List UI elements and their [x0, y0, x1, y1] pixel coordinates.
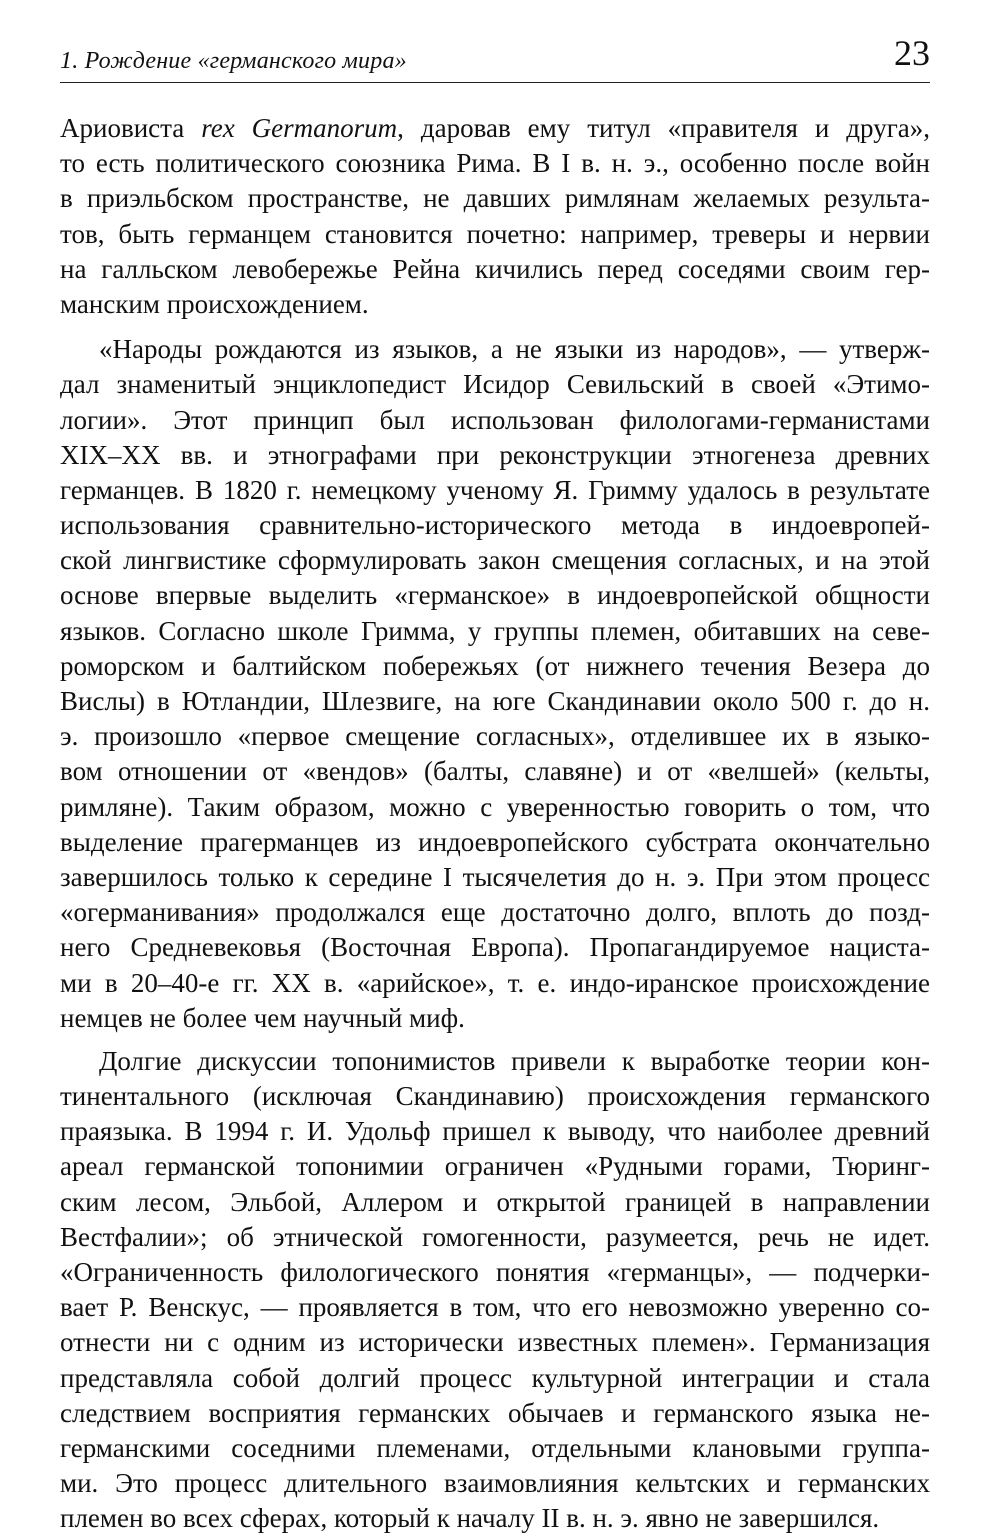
- text-line: выделение прагерманцев из индоевропейского субстрата окончательно: [60, 826, 930, 857]
- text-line: э. произошло «первое смещение согласных», отделившее их в языко-: [60, 721, 930, 752]
- text-line: манским происхождением.: [60, 288, 369, 319]
- text-line: XIX–XX вв. и этнографами при реконструкции этногенеза древних: [60, 439, 930, 470]
- paragraph: [60, 1044, 930, 1537]
- text-line: ской лингвистике сформулировать закон смещения согласных, и на этой: [60, 545, 930, 576]
- text-line: вает Р. Венскус, — проявляется в том, что его невозможно уверенно со-: [60, 1292, 930, 1323]
- text-line: Долгие дискуссии топонимистов привели к выработке теории кон-: [99, 1045, 930, 1076]
- text-line: дал знаменитый энциклопедист Исидор Севильский в своей «Этимо-: [60, 369, 930, 400]
- text-line: «Народы рождаются из языков, а не языки из народов», — утверж-: [99, 334, 930, 365]
- text-line: ми. Это процесс длительного взаимовлияния кельтских и германских: [60, 1468, 930, 1499]
- text-line: представляла собой долгий процесс культурной интеграции и стала: [60, 1362, 930, 1393]
- text-line: «огерманивания» продолжался еще достаточно долго, вплоть до позд-: [60, 897, 930, 928]
- text-line: на галльском левобережье Рейна кичились перед соседями своим гер-: [60, 253, 930, 284]
- text-line: Вислы) в Ютландии, Шлезвиге, на юге Скандинавии около 500 г. до н.: [60, 686, 930, 716]
- text-line: него Средневековья (Восточная Европа). Пропагандируемое нациста-: [60, 932, 930, 963]
- text-line: языков. Согласно школе Гримма, у группы племен, обитавших на севе-: [60, 615, 930, 646]
- text-line: следствием восприятия германских обычаев и германского языка не-: [60, 1397, 930, 1428]
- paragraph: [60, 111, 930, 322]
- text-line: вом отношении от «вендов» (балты, славяне) и от «велшей» (кельты,: [60, 756, 930, 787]
- page-header: [60, 30, 930, 83]
- text-line: германскими соседними племенами, отдельными клановыми группа-: [60, 1432, 930, 1463]
- text-line: «Ограниченность филологического понятия «германцы», — подчерки-: [60, 1257, 930, 1287]
- text-line: логии». Этот принцип был использован филологами-германистами: [60, 404, 930, 435]
- text-line: Вестфалии»; об этнической гомогенности, разумеется, речь не идет.: [60, 1221, 930, 1252]
- text-line: основе впервые выделить «германское» в индоевропейской общности: [60, 580, 930, 611]
- text-line: использования сравнительно-исторического метода в индоевропей-: [60, 510, 930, 541]
- text-line: завершилось только к середине I тысячелетия до н. э. При этом процесс: [60, 861, 930, 892]
- latin-phrase: rex Germanorum: [201, 113, 398, 143]
- text-line: тинентального (исключая Скандинавию) происхождения германского: [60, 1081, 930, 1112]
- text-line: отнести ни с одним из исторически известных племен». Германизация: [60, 1327, 930, 1358]
- text-line: тов, быть германцем становится почетно: например, треверы и нервии: [60, 218, 930, 249]
- text-line: в приэльбском пространстве, не давших римлянам желаемых результа-: [60, 183, 930, 214]
- running-head: 1. Рождение «германского мира»: [60, 48, 407, 74]
- text-line: Ариовиста rex Germanorum, даровав ему титул «правителя и друга»,: [60, 113, 930, 143]
- text-line: немцев не более чем научный миф.: [60, 1002, 465, 1033]
- paragraph: [60, 332, 930, 1036]
- text-line: роморском и балтийском побережьях (от нижнего течения Везера до: [60, 650, 930, 681]
- text-line: то есть политического союзника Рима. В I в. н. э., особенно после войн: [60, 148, 930, 179]
- text-line: праязыка. В 1994 г. И. Удольф пришел к выводу, что наиболее древний: [60, 1116, 930, 1147]
- text-line: римляне). Таким образом, можно с уверенностью говорить о том, что: [60, 791, 930, 822]
- page-number: 23: [894, 33, 930, 73]
- text-line: ми в 20–40-е гг. XX в. «арийское», т. е. индо-иранское происхождение: [60, 967, 930, 998]
- text-line: ским лесом, Эльбой, Аллером и открытой границей в направлении: [60, 1186, 930, 1217]
- body-text: [60, 111, 930, 1537]
- text-line: ареал германской топонимии ограничен «Рудными горами, Тюринг-: [60, 1151, 930, 1182]
- text-line: германцев. В 1820 г. немецкому ученому Я. Гримму удалось в результате: [60, 474, 930, 505]
- text-line: племен во всех сферах, который к началу II в. н. э. явно не завершился.: [60, 1503, 880, 1534]
